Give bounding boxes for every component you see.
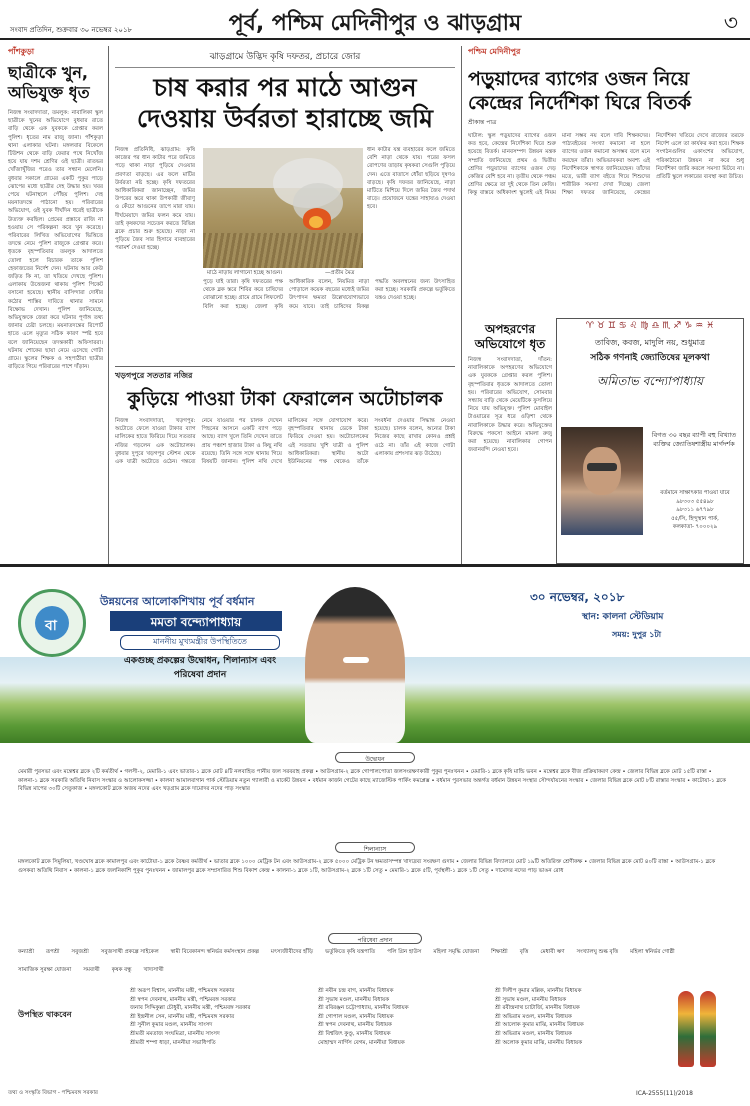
center-kicker: ঝাড়গ্রামে উদ্ভিদ কৃষি দফতর, প্রচারে জোর: [115, 46, 455, 68]
guest-name: শ্রী রবীন্দ্রনাথ চ্যাটার্জি, মাননীয় বিধায়ক: [495, 1005, 580, 1012]
doll-icon: [678, 991, 694, 1067]
event-date: ৩০ নভেম্বর, ২০১৮: [530, 590, 625, 604]
col1-story: [8, 46, 103, 564]
astro-phone: ৯৮৩০৩ ৫৫৪৯৮: [676, 498, 714, 505]
service-item: সবুজশ্রী: [71, 949, 89, 955]
astro-line-2: সঠিক গণনাই জ্যোতিষের মূলকথা: [590, 353, 710, 363]
schoolbag-headline-1: পড়ুয়াদের ব্যাগের ওজন নিয়ে: [468, 68, 690, 90]
ad-desc-1: একগুচ্ছ প্রকল্পের উদ্বোধন, শিলান্যাস এবং: [123, 656, 277, 666]
schoolbag-tag: পশ্চিম মেদিনীপুর: [468, 47, 521, 56]
section-inauguration: উদ্বোধন: [335, 752, 415, 763]
cm-portrait: [305, 587, 405, 743]
col1-headline: ছাত্রীকে খুন, অভিযুক্ত ধৃত: [8, 63, 90, 102]
guest-name: শ্রী গোপাল মণ্ডল, মাননীয় বিধায়ক: [318, 1013, 394, 1020]
center-body-right: ধান কাটার যন্ত্র ব্যবহারের ফলে জমিতে বেশি নাড়া থেকে যায়। পরের ফসল রোপণের তাড়ায় কৃষকরা সেগুলি পুড়িয়ে দেন। এতে বাতাসে ধোঁয়া ছড়িয়ে দূষণও বাড়ছে। কৃষি দফতর জানিয়েছে, নাড়া মাটিতে মিশিয়ে দিলে জমির জৈব পদার্থ বাড়ে। প্রয়োজনে যন্ত্রের সাহায্যও দেওয়া হবে।: [367, 147, 455, 211]
guest-name: শ্রী অরূপ বিশ্বাস, মাননীয় মন্ত্রী, পশ্চিমবঙ্গ সরকার: [130, 988, 235, 994]
cm-name: মমতা বন্দ্যোপাধ্যায়: [110, 611, 282, 631]
guest-name: শ্রীমতী মমতাজ সংঘমিত্রা, মাননীয় সাংসদ: [130, 1030, 220, 1037]
service-item: সংখ্যালঘু শুল্ক বৃত্তি: [576, 949, 619, 955]
center-body-left: নিজস্ব প্রতিনিধি, ঝাড়গ্রাম: কৃষি কাজের পর ধান কাটার পরে জমিতে পড়ে থাকা নাড়া পুড়িয়ে দেওয়ার প্রবণতা বাড়ছে। এর ফলে মাটির উর্বরতা নষ্ট হচ্ছে। কৃষি দফতরের আধিকারিকরা জানাচ্ছেন, জমির উপরের স্তরে থাকা উপকারী জীবাণু ও কেঁচো আগুনের তাপে মারা যায়। দীর্ঘমেয়াদে জমির ফলন কমে যায়। তাই কৃষকদের সচেতন করতে বিভিন্ন ব্লকে প্রচার শুরু হয়েছে। নাড়া না পুড়িয়ে জৈব সার হিসাবে ব্যবহারের পরামর্শ দেওয়া হচ্ছে।: [115, 147, 195, 252]
service-item: শিক্ষাশ্রী: [491, 949, 508, 955]
masthead-dateline: সংবাদ প্রতিদিন, শুক্রবার ৩০ নভেম্বর ২০১৮: [10, 26, 133, 34]
guest-name: শ্রী অলোক কুমার মাঝি, মাননীয় বিধায়ক: [495, 1039, 583, 1046]
service-item: সামাজিক সুরক্ষা যোজনা: [18, 967, 72, 973]
foundation-list: মঙ্গলকোট ব্লকে সিমুলিয়া, খণ্ডঘোষ ব্লকে কামালপুর এবং কাটোয়া-১ ব্লকে বৈষ্ণব কর্মতীর্থ • ভাতার ব্লকে ১০০০ মেট্রিক টন এবং আউসগ্রাম-২ ব্লকে ৫০০০ মেট্রিক টন ক্ষমতাসম্পন্ন খাদ্যদ্রব্য সংরক্ষণ গুদাম • জেলার বিভিন্ন বিদ্যালয়ে মোট ১৯টি অতিরিক্ত শ্রেণীকক্ষ • জেলার বিভিন্ন ব্লকে মোট ৪০টি রাস্তা • আউসগ্রাম-১ ব্লকে গুসকরা অতিথি নিবাস • কালনা-১ ব্লকে জলনিকাশি পুকুর পুনঃখনন • জামালপুর ব্লকে সম্প্রসারিত শিশু বিকাশ কেন্দ্র • কালনা-১ ব্লকে ১টি, আউসগ্রাম-২ ব্লকে ১টি সেতু • মেমারি-১ ব্লকে ৫টি, পূর্বস্থলী-১ ব্লকে ১টি সেতু • দামোদর নদের পাড় ভাঙন রোধ: [18, 859, 716, 874]
zodiac-icons: ♈ ♉ ♊ ♋ ♌ ♍ ♎ ♏ ♐ ♑ ♒ ♓: [585, 321, 715, 331]
autodriver-body: নিজস্ব সংবাদদাতা, খড়গপুর: অটোতে ফেলে যাওয়া টাকার ব্যাগ মালিকের হাতে ফিরিয়ে দিয়ে সততার নজির গড়লেন এক অটোচালক। বুধবার দুপুরে খড়গপুর স্টেশন থেকে এক যাত্রী অটোতে ওঠেন। গন্তব্যে নেমে যাওয়ার পর চালক দেখেন পিছনের আসনে একটি ব্যাগ পড়ে আছে। ব্যাগ খুলে তিনি দেখেন তাতে প্রায় পঞ্চাশ হাজার টাকা ও কিছু নথি রয়েছে। তিনি সঙ্গে সঙ্গে থানায় গিয়ে বিষয়টি জানান। পুলিশ নথি দেখে মালিকের সঙ্গে যোগাযোগ করে। বৃহস্পতিবার থানায় ডেকে টাকা ফিরিয়ে দেওয়া হয়। অটোচালকের এই সততায় খুশি যাত্রী ও পুলিশ আধিকারিকরা। স্থানীয় অটো ইউনিয়নের পক্ষ থেকেও তাঁকে সংবর্ধনা দেওয়ার সিদ্ধান্ত নেওয়া হয়েছে। চালক বলেন, অন্যের টাকা নিজের কাছে রাখার কোনও প্রশ্নই ওঠে না। তাঁর এই কাজে গোটা এলাকায় প্রশংসার ঝড় উঠেছে।: [115, 418, 455, 466]
center-story: [115, 46, 455, 366]
autodriver-tag: খড়গপুরে সততার নজির: [115, 371, 193, 380]
guest-name: শ্রী নবীন চন্দ্র বাগ, মাননীয় বিধায়ক: [318, 988, 394, 994]
abduction-headline: অপহরণের অভিযোগে ধৃত: [474, 322, 546, 351]
service-item: বৃত্তি: [519, 949, 529, 955]
autodriver-headline: কুড়িয়ে পাওয়া টাকা ফেরালেন অটোচালক: [127, 388, 443, 410]
service-item: সমব্যথী: [83, 967, 100, 973]
schoolbag-byline: শ্রীকান্ত পাত্র: [468, 119, 497, 126]
guest-name: শ্রী অভিরাম মণ্ডল, মাননীয় বিধায়ক: [495, 1030, 572, 1037]
guest-name: শ্রী রবিরঞ্জন চট্টোপাধ্যায়, মাননীয় বিধায়ক: [318, 1005, 409, 1012]
service-item: কন্যাশ্রী: [18, 949, 35, 955]
service-item: কৃষক বন্ধু: [111, 967, 132, 973]
ad-footer-dept: তথ্য ও সংস্কৃতি বিভাগ - পশ্চিমবঙ্গ সরকার: [8, 1090, 98, 1096]
guest-name: শ্রী আলোক কুমার মাঝি, মাননীয় বিধায়ক: [495, 1022, 584, 1029]
service-item: সবুজসাথী প্রকল্পে সাইকেল: [100, 949, 159, 955]
guests-column: [318, 987, 488, 1047]
col1-body: নিজস্ব সংবাদদাতা, তমলুক: নাবালিকা স্কুল ছাত্রীকে খুনের অভিযোগে বুধবার রাতে বাড়ি থেকে এক যুবককে গ্রেপ্তার করল পুলিশ। ধৃতের নাম রাজু জানা। পাঁশকুড়া থানা এলাকার ঘটনা। মঙ্গলবার বিকেলে টিউশন থেকে বাড়ি ফেরার পথে নিখোঁজ হয়ে যায় দশম শ্রেণির ওই ছাত্রী। রাতভর খোঁজাখুঁজির পরেও তার সন্ধান মেলেনি। বুধবার সকালে গ্রামের একটি পুকুর পাড়ে ঝোপের মধ্যে ছাত্রীর দেহ উদ্ধার হয়। খবর পেয়ে ঘটনাস্থলে পৌঁছয় পুলিশ। দেহ ময়নাতদন্তে পাঠানো হয়। পরিবারের অভিযোগ, ওই যুবক দীর্ঘদিন ধরেই ছাত্রীকে উত্যক্ত করছিল। প্রেমের প্রস্তাবে রাজি না হওয়ায় সে পরিকল্পনা করে খুন করেছে। পরিবারের লিখিত অভিযোগের ভিত্তিতে তদন্তে নেমে পুলিশ রাজুকে গ্রেপ্তার করে। ধৃতকে বৃহস্পতিবার তমলুক আদালতে তোলা হলে বিচারক তাকে পুলিশ হেফাজতের নির্দেশ দেন। ঘটনায় আর কেউ জড়িত কি না, তা খতিয়ে দেখছে পুলিশ। এলাকায় উত্তেজনা থাকায় পুলিশ পিকেট বসানো হয়েছে। স্থানীয় বাসিন্দারা দোষীর কঠোর শাস্তির দাবিতে থানার সামনে বিক্ষোভ দেখান। পুলিশ জানিয়েছে, অভিযুক্তকে জেরা করে ঘটনার পূর্ণাঙ্গ তথ্য জানার চেষ্টা চলছে। ময়নাতদন্তের রিপোর্ট হাতে এলে মৃত্যুর সঠিক কারণ স্পষ্ট হবে বলে জানিয়েছেন তদন্তকারী অফিসাররা। ঘটনায় শোকের ছায়া নেমে এসেছে গোটা গ্রামে। স্কুলের শিক্ষক ও সহপাঠীরা ছাত্রীর বাড়িতে গিয়ে পরিবারের পাশে দাঁড়ান।: [8, 110, 103, 371]
government-ad: [0, 567, 750, 1106]
guests-label: উপস্থিত থাকবেন: [18, 1010, 72, 1019]
services-list: [18, 948, 733, 984]
section-foundation: শিলান্যাস: [335, 842, 415, 853]
astro-phone: ৯৮৩১১ ৬৭৭৯৮: [676, 507, 714, 514]
astro-experience: বিগত ৩০ বছর ব্যাপী বহু বিখ্যাত ব্যক্তির জ্যোতিষশাস্ত্রীয় মার্গদর্শক: [651, 431, 737, 448]
center-headline-2: দেওয়ায় উর্বরতা হারাচ্ছে জমি: [136, 104, 434, 133]
guest-name: শ্রী সুনীল কুমার মণ্ডল, মাননীয় সাংসদ: [130, 1022, 213, 1029]
astro-line-1: তাবিজ, কবজ, মাদুলি নয়, শুধুমাত্র: [595, 338, 705, 347]
page-number: ৩: [723, 11, 738, 36]
page-title: পূর্ব, পশ্চিম মেদিনীপুর ও ঝাড়গ্রাম: [228, 11, 522, 36]
ad-desc-2: পরিষেবা প্রদান: [173, 670, 227, 680]
service-item: ভর্তুকিতে কৃষি যন্ত্রপাতি: [325, 949, 376, 955]
astrologer-photo: [561, 427, 643, 535]
field-fire-photo: [203, 148, 363, 268]
inauguration-list: মেমারী পুরসভা এবং মন্তেশ্বর ব্লকে ২টি কর্মতীর্থ • গলসী-২, মেমারি-১ এবং ভাতার-১ ব্লকে মোট ৪টি নলবাহিত পানীয় জল সরবরাহ প্রকল্প • আউসগ্রাম-২ ব্লকে গোপালপোতা জলসংরক্ষণকারী পুকুর পুনঃখনন • মেমারি-১ ব্লকে কৃষি মান্ডি ভবন • মন্তেশ্বর ব্লকে বীজ প্রক্রিয়াকরণ কেন্দ্র • জেলার বিভিন্ন ব্লকে মোট ১৫টি রাস্তা • কালনা-১ ব্লকে সরকারি অতিথি নিবাস সংস্কার ও আলোকসজ্জা • কালনা আমালবাগান পার্ক স্টেডিয়াম নতুন গ্যালারী ও মার্কেট উন্নয়ন • বর্ধমান কার্জন গেটের কাছে ম্যাজেস্টিক পার্কিং কমপ্লেক্স • বর্ধমান পুরসভার অন্তর্গত বর্ধমান উন্নয়ন সংস্থার সৌন্দর্যায়নের সংস্কার • জেলার বিভিন্ন ব্লকে মোট ৮টি রাস্তার সংস্কার • কাটোয়া-১ ব্লকে বিভিন্ন মাপের ৩০টি সেতুকাজ • মঙ্গলকোট ব্লকে অজয় নদের এবং খড়গ্রাম ব্লকে দামোদর নদের পাড় সংস্কার: [18, 769, 726, 793]
guest-name: শ্রী অভিরাম মণ্ডল, মাননীয় বিধায়ক: [495, 1013, 572, 1020]
divider: [461, 46, 462, 564]
divider: [115, 366, 455, 367]
guest-name: জনাব সিদ্দিকুল্লা চৌধুরী, মাননীয় মন্ত্রী, পশ্চিমবঙ্গ সরকার: [130, 1005, 251, 1012]
autodriver-story: [115, 370, 455, 564]
biswa-bangla-logo-icon: বা: [18, 589, 86, 657]
service-item: পলি গ্রিন হাউস: [387, 949, 422, 955]
schoolbag-story: [468, 46, 744, 316]
ad-footer-code: ICA-2555(11)/2018: [636, 1090, 693, 1097]
guest-name: শ্রী ইন্দ্রনীল সেন, মাননীয় মন্ত্রী, পশ্চিমবঙ্গ সরকার: [130, 1013, 235, 1020]
guest-name: শ্রী সুভাষ মণ্ডল, মাননীয় বিধায়ক: [495, 996, 567, 1003]
guest-name: শ্রী বিশ্বজিৎ কুণ্ডু, মাননীয় বিধায়ক: [318, 1030, 391, 1037]
service-item: রূপশ্রী: [46, 949, 60, 955]
photo-credit: —প্রতীম মৈত্র: [325, 270, 355, 276]
astro-signature: অমিতাভ বন্দ্যোপাধ্যায়: [596, 374, 704, 388]
cm-role: মাননীয় মুখ্যমন্ত্রীর উপস্থিতিতে: [120, 635, 280, 650]
guests-column: [495, 987, 665, 1047]
service-item: মহিলা সমৃদ্ধি যোজনা: [433, 949, 480, 955]
photo-caption: মাঠে নাড়ায় লাগানো হচ্ছে আগুন।: [207, 270, 283, 276]
guest-name: শ্রী সুভাষ মণ্ডল, মাননীয় বিধায়ক: [318, 996, 390, 1003]
event-venue: স্থান: কালনা স্টেডিয়াম: [582, 612, 664, 622]
event-time: সময়: দুপুর ১টা: [612, 630, 662, 639]
guest-name: শ্রী স্বপন দেবনাথ, মাননীয় মন্ত্রী, পশ্চিমবঙ্গ সরকার: [130, 996, 236, 1003]
astro-address: কলকাতা- ৭০০০২৯: [672, 524, 718, 531]
service-item: মৎস্যজীবীদের হাঁড়ি: [270, 949, 314, 955]
masthead: [0, 0, 750, 40]
astrologer-ad: [556, 318, 744, 564]
service-item: মেধাবী ঋণ: [540, 949, 565, 955]
guest-name: শ্রী দিলীপ কুমার মল্লিক, মাননীয় বিধায়ক: [495, 988, 582, 994]
guest-name: শ্রীমতী শম্পা ধাড়া, মাননীয়া সভাধিপতি: [130, 1039, 216, 1046]
astro-contact: বর্তমানে সাক্ষাৎকার পাওয়া যাবে: [660, 490, 730, 496]
service-item: মহিলা স্বনির্ভর গোষ্ঠী: [630, 949, 675, 955]
schoolbag-headline-2: কেন্দ্রের নির্দেশিকা ঘিরে বিতর্ক: [468, 92, 691, 114]
doll-icon: [700, 991, 716, 1067]
guest-name: মোহাম্মদ নার্গিস বেগম, মাননীয়া বিধায়ক: [318, 1039, 405, 1046]
schoolbag-body: ঘাটাল: স্কুল পড়ুয়াদের ব্যাগের ওজন কত হবে, কেন্দ্রের নির্দেশিকা ঘিরে শুরু হয়েছে বিতর্ক। মানবসম্পদ উন্নয়ন মন্ত্রক সম্প্রতি জানিয়েছে প্রথম ও দ্বিতীয় শ্রেণির পড়ুয়াদের ব্যাগের ওজন দেড় কেজির বেশি হবে না। তৃতীয় থেকে পঞ্চম শ্রেণির ক্ষেত্রে তা দুই থেকে তিন কেজি। কিন্তু বাস্তবে অধিকাংশ স্কুলেই এই নিয়ম মানা সম্ভব নয় বলে দাবি শিক্ষকদের। পাঠ্যবইয়ের সংখ্যা কমানো না হলে ব্যাগের ওজন কমানো অসম্ভব বলে মনে করছেন তাঁরা। অভিভাবকরা অবশ্য এই নির্দেশিকাকে স্বাগত জানিয়েছেন। তাঁদের মতে, ভারী ব্যাগ বইতে গিয়ে শিশুদের শারীরিক সমস্যা দেখা দিচ্ছে। জেলা শিক্ষা দফতর জানিয়েছে, কেন্দ্রের নির্দেশিকা খতিয়ে দেখে রাজ্যের তরফে নির্দেশ এলে তা কার্যকর করা হবে। শিক্ষক সংগঠনগুলির একাংশের অভিযোগ, পরিকাঠামো উন্নয়ন না করে শুধু নির্দেশিকা জারি করলে সমস্যা মিটবে না। প্রতিটি স্কুলে লকারের ব্যবস্থা করা উচিত।: [468, 133, 744, 197]
service-item: স্বামী বিবেকানন্দ স্বনির্ভর কর্মসংস্থান প্রকল্প: [170, 949, 259, 955]
center-headline-1: চাষ করার পর মাঠে আগুন: [153, 73, 417, 102]
col1-tag: পাঁশকুড়া: [8, 47, 35, 56]
ad-tagline: উন্নয়নের আলোকশিখায় পূর্ব বর্ধমান: [100, 595, 255, 608]
section-services: পরিষেবা প্রদান: [328, 933, 422, 944]
divider: [108, 46, 109, 564]
astro-address: ৫৫/সি, হিন্দুস্থান পার্ক,: [671, 515, 719, 522]
abduction-body: নিজস্ব সংবাদদাতা, দাঁতন: নাবালিকাকে অপহরণের অভিযোগে এক যুবককে গ্রেপ্তার করল পুলিশ। বৃহস্পতিবার ধৃতকে আদালতে তোলা হয়। পরিবারের অভিযোগ, সোমবার সন্ধ্যায় বাড়ি থেকে মেয়েটিকে ফুসলিয়ে নিয়ে যায় অভিযুক্ত। পুলিশ মোবাইল টাওয়ারের সূত্র ধরে ওড়িশা থেকে নাবালিকাকে উদ্ধার করে। অভিযুক্তের বিরুদ্ধে পকসো আইনে মামলা রুজু করা হয়েছে। নাবালিকার গোপন জবানবন্দি নেওয়া হবে।: [468, 357, 552, 454]
abduction-story: [468, 322, 552, 564]
center-body-bottom: পুড়ে যাই তারা। কৃষি দফতরের পক্ষ থেকে ব্লক স্তরে শিবির করে চাষিদের বোঝানো হচ্ছে। গ্রামে গ্রামে লিফলেট বিলি করা হচ্ছে। জেলা কৃষি আধিকারিক বলেন, নিয়মিত নাড়া পোড়ালে কয়েক বছরের মধ্যেই জমির উৎপাদন ক্ষমতা উল্লেখযোগ্যভাবে কমে যাবে। তাই চাষিদের বিকল্প পদ্ধতি অবলম্বনের জন্য উৎসাহিত করা হচ্ছে। সরকারি প্রকল্পে ভর্তুকিতে যন্ত্রও দেওয়া হচ্ছে।: [203, 279, 455, 310]
guest-name: শ্রী স্বপন দেবনাথ, মাননীয় বিধায়ক: [318, 1022, 392, 1029]
guests-column: [130, 987, 310, 1047]
service-item: খাদ্যসাথী: [143, 967, 164, 973]
